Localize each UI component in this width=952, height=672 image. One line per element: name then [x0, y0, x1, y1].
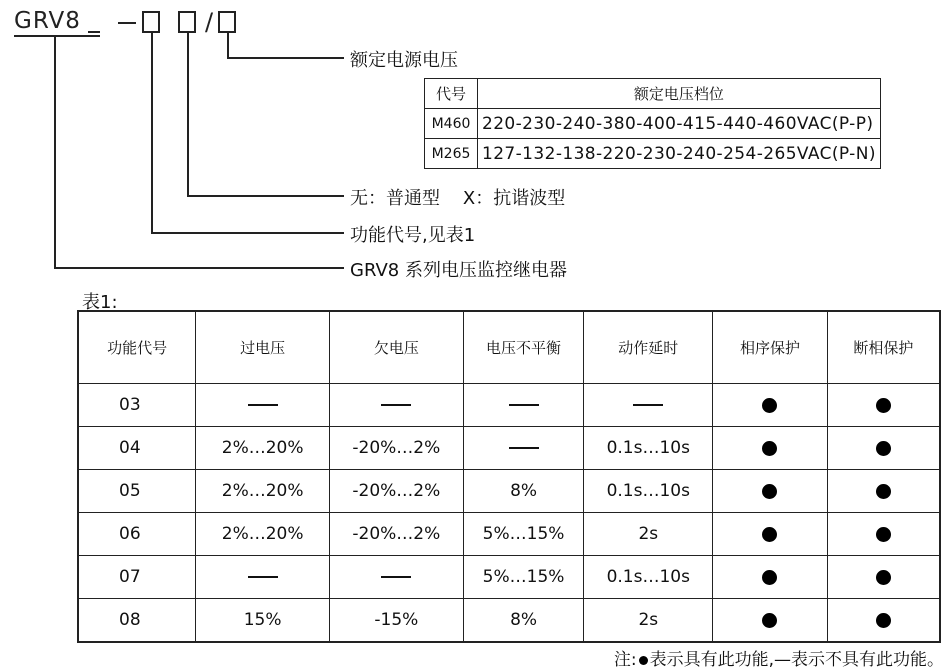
model-code-prefix: GRV8 — [14, 8, 81, 34]
table-row — [78, 470, 940, 513]
unbalance-cell: 8% — [463, 470, 584, 513]
phase-loss-cell — [827, 513, 940, 556]
header-delay: 动作延时 — [584, 311, 713, 384]
available-dot-icon — [876, 484, 891, 499]
type-caption: 无：普通型 X：抗谐波型 — [350, 188, 566, 209]
available-dot-icon — [876, 398, 891, 413]
table-row — [78, 384, 940, 427]
function-code-cell: 08 — [78, 599, 196, 643]
series-caption: GRV8 系列电压监控继电器 — [350, 260, 567, 281]
not-available-dash-icon — [248, 576, 278, 578]
phase-sequence-cell — [713, 513, 828, 556]
undervoltage-cell — [329, 556, 463, 599]
undervoltage-cell: -15% — [329, 599, 463, 643]
series-leader-v — [54, 36, 56, 269]
voltage-table-row — [425, 109, 881, 139]
delay-cell: 0.1s…10s — [584, 427, 713, 470]
table-row — [78, 427, 940, 470]
voltage-header-code: 代号 — [425, 79, 478, 109]
voltage-code-box — [218, 11, 236, 33]
available-dot-icon — [762, 441, 777, 456]
legend-note — [614, 645, 944, 670]
voltage-code-cell: M460 — [425, 109, 478, 139]
not-available-dash-icon — [381, 404, 411, 406]
not-available-dash-icon — [248, 404, 278, 406]
function-code-cell: 07 — [78, 556, 196, 599]
phase-sequence-cell — [713, 384, 828, 427]
unbalance-cell: 5%…15% — [463, 513, 584, 556]
function-leader-v — [151, 33, 153, 234]
not-available-dash-icon — [509, 447, 539, 449]
table1-label: 表1: — [82, 292, 118, 313]
code-slash: / — [205, 8, 214, 36]
function-leader-h — [151, 232, 344, 234]
overvoltage-cell — [196, 384, 330, 427]
available-dot-icon — [876, 527, 891, 542]
delay-cell: 2s — [584, 599, 713, 643]
voltage-code-cell: M265 — [425, 139, 478, 169]
code-underline-long — [14, 35, 100, 37]
overvoltage-cell: 2%…20% — [196, 513, 330, 556]
available-dot-icon — [762, 613, 777, 628]
table-row — [78, 556, 940, 599]
overvoltage-cell — [196, 556, 330, 599]
table-row — [78, 513, 940, 556]
overvoltage-cell: 2%…20% — [196, 427, 330, 470]
type-leader-h — [187, 195, 344, 197]
delay-cell: 0.1s…10s — [584, 470, 713, 513]
type-leader-v — [187, 33, 189, 197]
undervoltage-cell: -20%…2% — [329, 513, 463, 556]
code-underline — [88, 31, 100, 33]
function-code-box — [142, 11, 160, 33]
undervoltage-cell — [329, 384, 463, 427]
header-undervoltage: 欠电压 — [329, 311, 463, 384]
phase-loss-cell — [827, 470, 940, 513]
header-function-code: 功能代号 — [78, 311, 196, 384]
function-code-cell: 03 — [78, 384, 196, 427]
code-dash — [118, 22, 136, 24]
available-dot-icon — [876, 570, 891, 585]
undervoltage-cell: -20%…2% — [329, 470, 463, 513]
phase-sequence-cell — [713, 427, 828, 470]
phase-sequence-cell — [713, 556, 828, 599]
function-code-cell: 06 — [78, 513, 196, 556]
unbalance-cell — [463, 427, 584, 470]
note-dash-text: —表示不具有此功能。 — [774, 650, 944, 670]
function-code-cell: 05 — [78, 470, 196, 513]
function-table — [77, 310, 941, 643]
phase-loss-cell — [827, 427, 940, 470]
unbalance-cell — [463, 384, 584, 427]
phase-sequence-cell — [713, 470, 828, 513]
dot-symbol-icon — [639, 656, 648, 665]
phase-loss-cell — [827, 599, 940, 643]
header-unbalance: 电压不平衡 — [463, 311, 584, 384]
note-dot-text: 表示具有此功能, — [649, 650, 774, 670]
delay-cell — [584, 384, 713, 427]
header-phase-loss: 断相保护 — [827, 311, 940, 384]
function-code-caption: 功能代号,见表1 — [350, 225, 476, 246]
phase-loss-cell — [827, 556, 940, 599]
rated-voltage-caption: 额定电源电压 — [350, 50, 458, 71]
not-available-dash-icon — [509, 404, 539, 406]
phase-loss-cell — [827, 384, 940, 427]
not-available-dash-icon — [633, 404, 663, 406]
voltage-leader-v — [227, 33, 229, 59]
function-table-header — [78, 311, 940, 384]
overvoltage-cell: 2%…20% — [196, 470, 330, 513]
voltage-table — [424, 78, 881, 169]
overvoltage-cell: 15% — [196, 599, 330, 643]
note-prefix: 注: — [613, 650, 637, 670]
type-code-box — [178, 11, 196, 33]
function-code-cell: 04 — [78, 427, 196, 470]
available-dot-icon — [762, 398, 777, 413]
unbalance-cell: 8% — [463, 599, 584, 643]
header-phase-sequence: 相序保护 — [713, 311, 828, 384]
series-leader-h — [54, 267, 344, 269]
voltage-header-range: 额定电压档位 — [478, 79, 881, 109]
voltage-range-cell: 220-230-240-380-400-415-440-460VAC(P-P) — [478, 109, 881, 139]
voltage-table-header — [425, 79, 881, 109]
delay-cell: 0.1s…10s — [584, 556, 713, 599]
available-dot-icon — [876, 613, 891, 628]
undervoltage-cell: -20%…2% — [329, 427, 463, 470]
unbalance-cell: 5%…15% — [463, 556, 584, 599]
available-dot-icon — [762, 527, 777, 542]
available-dot-icon — [762, 484, 777, 499]
header-overvoltage: 过电压 — [196, 311, 330, 384]
phase-sequence-cell — [713, 599, 828, 643]
voltage-table-row — [425, 139, 881, 169]
voltage-range-cell: 127-132-138-220-230-240-254-265VAC(P-N) — [478, 139, 881, 169]
delay-cell: 2s — [584, 513, 713, 556]
not-available-dash-icon — [381, 576, 411, 578]
available-dot-icon — [762, 570, 777, 585]
available-dot-icon — [876, 441, 891, 456]
function-table-body — [78, 384, 940, 643]
table-row — [78, 599, 940, 643]
voltage-leader-h — [227, 57, 344, 59]
